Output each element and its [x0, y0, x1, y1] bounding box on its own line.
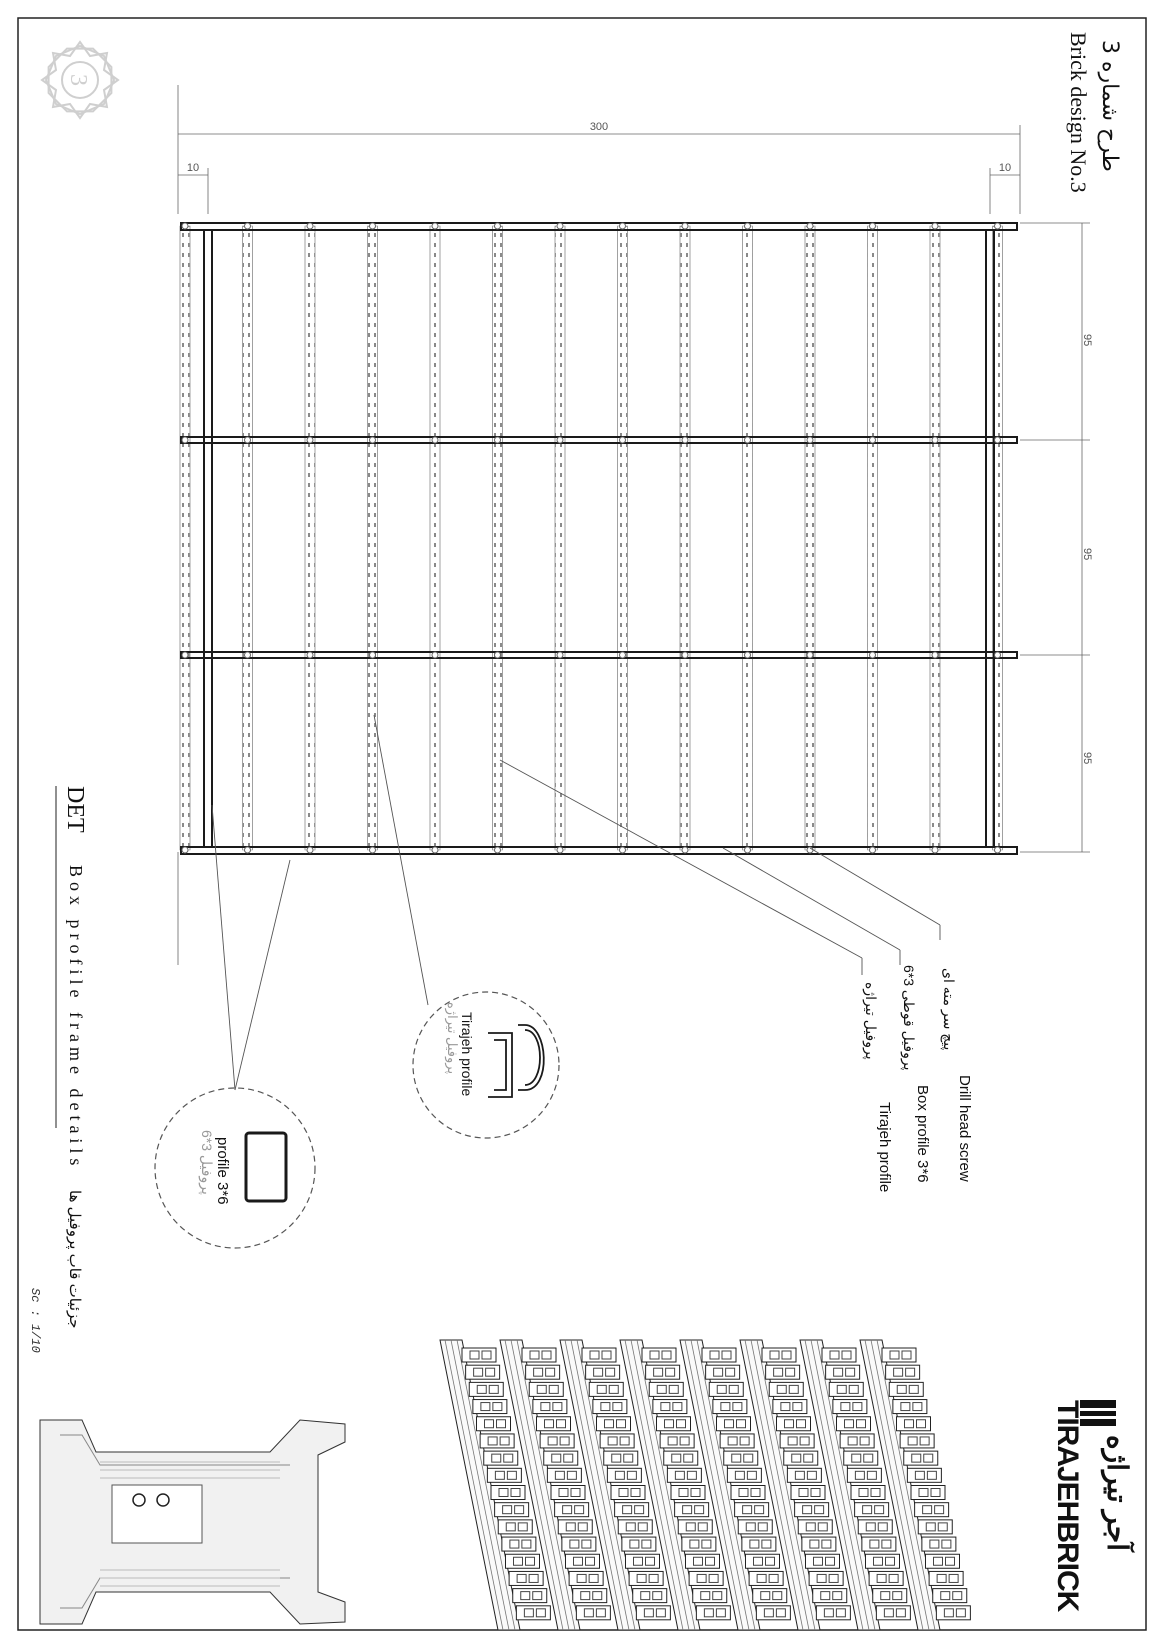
detail-tirajeh-fa: پروفیل تیراژه: [445, 1002, 460, 1075]
frame-elevation: [180, 223, 1017, 854]
detail-box-fa: پروفیل 3*6: [199, 1130, 215, 1195]
tirajeh-profile-12: [868, 226, 878, 850]
brand-en: TIRAJEHBRICK: [1051, 1400, 1084, 1612]
callout-tirajeh-en: Tirajeh profile: [876, 1102, 893, 1193]
title-en: Brick design No.3: [1066, 32, 1091, 193]
dim-edge-left: 10: [186, 162, 200, 174]
tirajeh-profile-2: [243, 226, 253, 850]
title-fa: طرح شماره 3: [1097, 40, 1122, 172]
dim-bay-2: 95: [1081, 548, 1093, 561]
tirajeh-profile-6: [493, 226, 503, 850]
box-section-icon: [246, 1133, 286, 1201]
brand-logo-icon: [1080, 1400, 1116, 1426]
tirajeh-profile-10: [743, 226, 753, 850]
detail-tirajeh-en: Tirajeh profile: [459, 1012, 475, 1097]
callout-drill-screw-fa: پیچ سر مته ای: [941, 968, 957, 1051]
det-title: Box profile frame details: [66, 865, 86, 1171]
brand-logo: [1051, 1400, 1136, 1613]
dim-edge-right: 10: [998, 162, 1012, 174]
det-code: DET: [62, 786, 88, 833]
tirajeh-profile-9: [680, 226, 690, 850]
logo-badge-icon: [42, 42, 118, 118]
det-scale: Sc : 1/10: [28, 1288, 42, 1353]
detail-box-profile: [155, 1088, 315, 1248]
tirajeh-profile-1: [180, 226, 190, 850]
tirajeh-profile-11: [805, 226, 815, 850]
tirajeh-profiles: [180, 226, 1003, 850]
brand-fa: آجر تیراژه: [1102, 1435, 1133, 1551]
detail-box-en: profile 3*6: [214, 1137, 231, 1205]
dim-bay-3: 95: [1081, 752, 1093, 765]
callout-box-profile-en: Box profile 3*6: [914, 1085, 931, 1183]
left-post: [204, 230, 212, 847]
badge-number: 3: [65, 74, 91, 86]
leader-lines: [212, 715, 940, 1090]
det-title-fa: جزئیات قاب پروفیل ها: [66, 1190, 83, 1329]
tirajeh-profile-3: [305, 226, 315, 850]
profile-hole-2: [157, 1494, 169, 1506]
tirajeh-profile-7: [555, 226, 565, 850]
det-title-block: [28, 786, 88, 1353]
tirajeh-profile-13: [930, 226, 940, 850]
callout-tirajeh-fa: پروفیل تیراژه: [863, 982, 879, 1060]
profile-hole-1: [133, 1494, 145, 1506]
profile-3d-illustration: [40, 1420, 345, 1624]
tirajeh-profile-5: [430, 226, 440, 850]
tirajeh-profile-4: [368, 226, 378, 850]
detail-tirajeh-profile: [413, 992, 559, 1138]
dim-total-width: 300: [589, 121, 609, 133]
tirajeh-profile-8: [618, 226, 628, 850]
callout-drill-screw-en: Drill head screw: [956, 1075, 973, 1182]
callout-box-profile-fa: پروفیل قوطی 3*6: [901, 965, 917, 1071]
dim-bay-1: 95: [1081, 334, 1093, 347]
brick-wall-isometric: [440, 1340, 970, 1630]
tirajeh-section-icon: [518, 1025, 544, 1090]
